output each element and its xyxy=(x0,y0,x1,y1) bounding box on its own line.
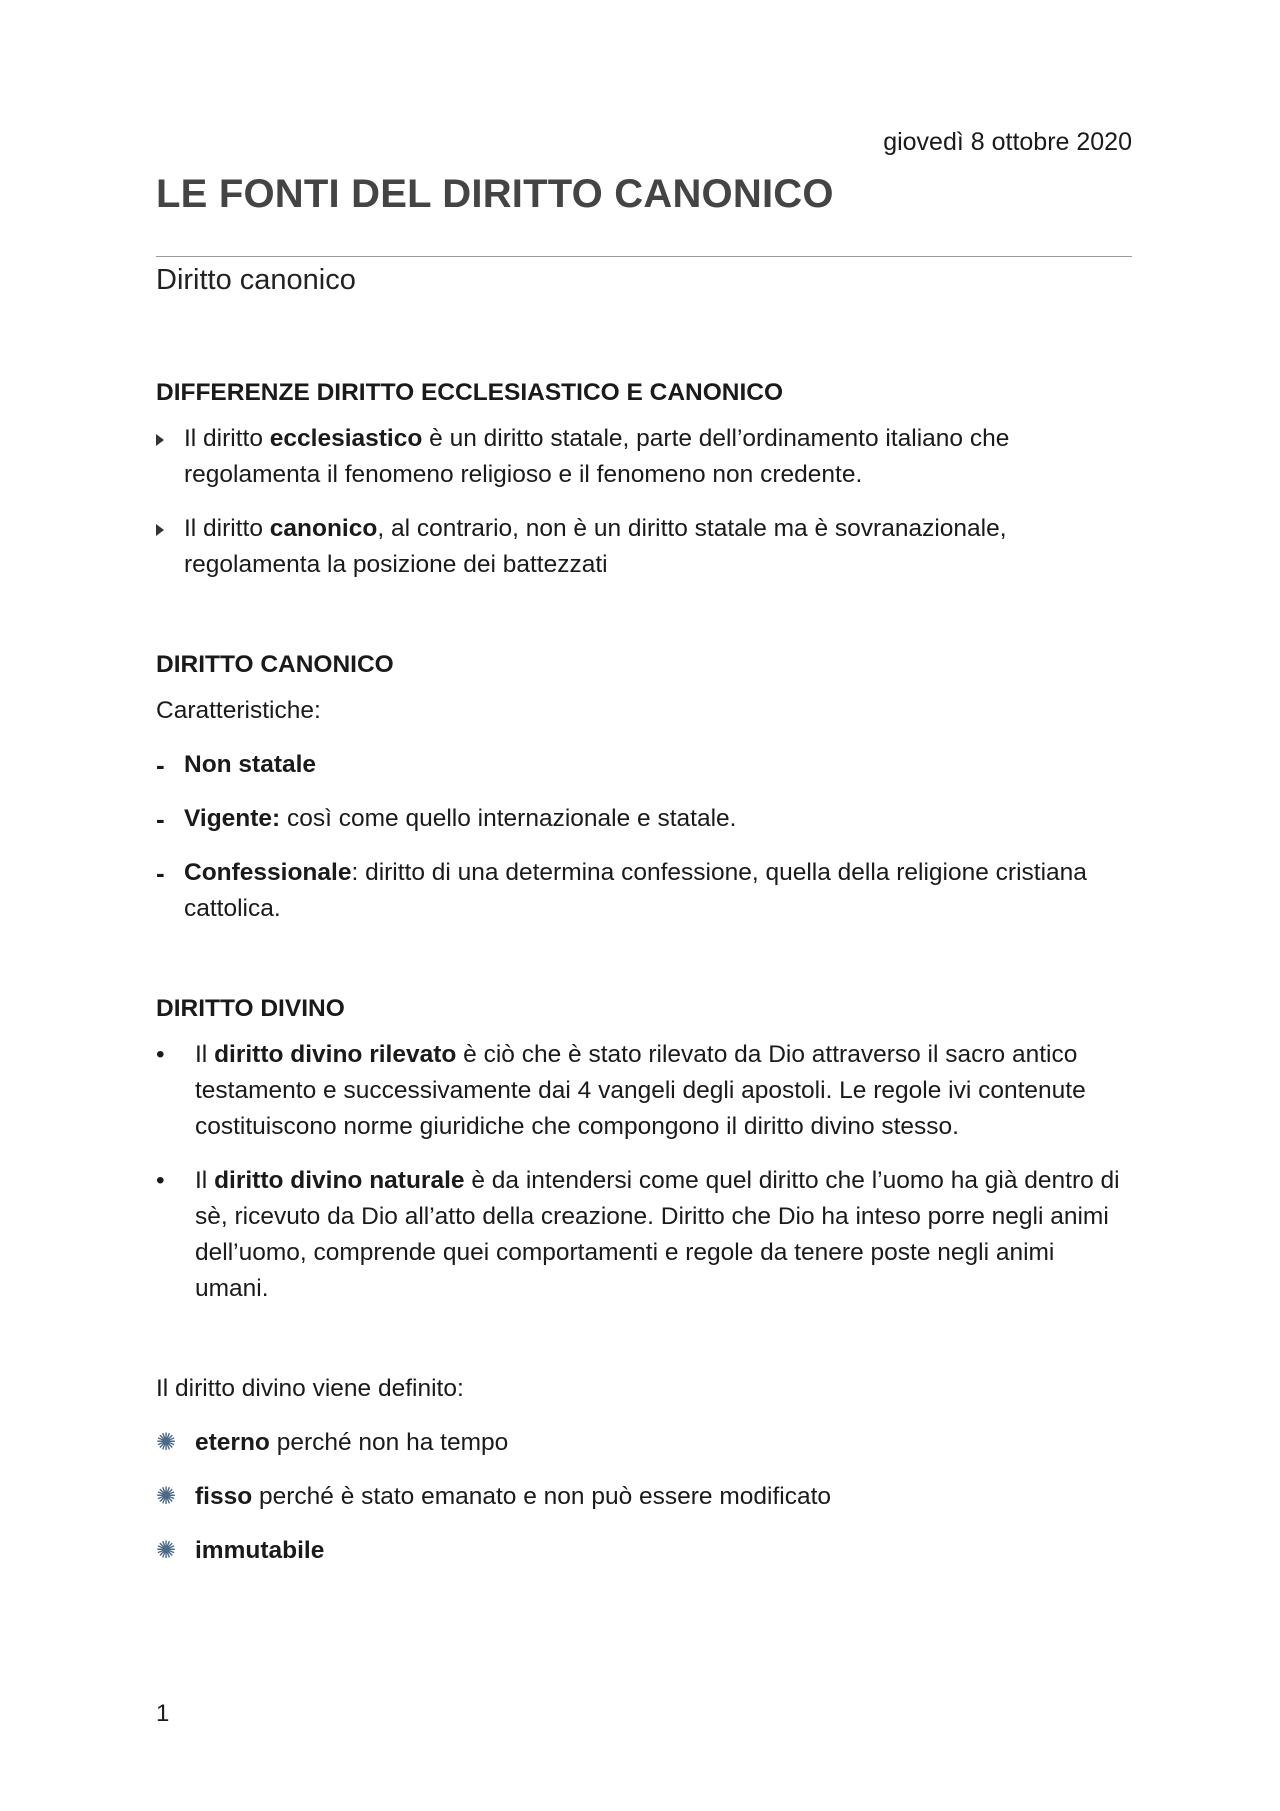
list-item xyxy=(156,1533,1132,1569)
triangle-right-icon xyxy=(156,421,180,457)
section-differenze xyxy=(156,375,1132,583)
list-item xyxy=(156,801,1132,837)
asterisk-star-icon: ✺ xyxy=(156,1483,177,1510)
list-item xyxy=(156,1163,1132,1307)
dash-icon: - xyxy=(156,804,165,834)
dot-icon: • xyxy=(156,1167,165,1194)
list-item xyxy=(156,855,1132,927)
item-text-bold: Non statale xyxy=(184,751,317,778)
page-subtitle: Diritto canonico xyxy=(156,264,356,296)
item-text-before: Il diritto xyxy=(184,515,270,542)
item-text-bold: diritto divino naturale xyxy=(214,1167,465,1194)
asterisk-star-icon: ✺ xyxy=(156,1429,177,1456)
item-text-bold: immutabile xyxy=(195,1537,325,1564)
dash-icon: - xyxy=(156,858,165,888)
page-title: LE FONTI DEL DIRITTO CANONICO xyxy=(156,172,834,216)
item-text-bold: Confessionale xyxy=(184,859,352,886)
list-item xyxy=(156,421,1132,493)
definition-intro: Il diritto divino viene definito: xyxy=(156,1375,464,1402)
page-number: 1 xyxy=(156,1700,170,1727)
list-item xyxy=(156,1479,1132,1515)
item-text-bold: eterno xyxy=(195,1429,270,1456)
item-text-bold: canonico xyxy=(269,515,378,542)
item-text-after: perché è stato emanato e non può essere modificato xyxy=(252,1483,832,1510)
section-heading: DIRITTO CANONICO xyxy=(156,651,394,678)
item-text-bold: ecclesiastico xyxy=(269,425,423,452)
item-text-after: è ciò che è stato rilevato da Dio attraverso il sacro antico testamento e successivamente dai 4 vangeli degli apostoli. Le regole ivi contenute costituiscono norme giuridiche che compongono il diritto divino stesso. xyxy=(195,1041,1086,1140)
item-text-after: così come quello internazionale e statale. xyxy=(280,805,737,832)
section-diritto-divino xyxy=(156,991,1132,1569)
list-item xyxy=(156,1425,1132,1461)
item-text-after: è un diritto statale, parte dell’ordinamento italiano che regolamenta il fenomeno religioso e il fenomeno non credente. xyxy=(184,425,1010,488)
dash-icon: - xyxy=(156,750,165,780)
dot-icon: • xyxy=(156,1041,165,1068)
item-text-before: Il diritto xyxy=(184,425,270,452)
characteristics-intro: Caratteristiche: xyxy=(156,697,321,724)
document-date: giovedì 8 ottobre 2020 xyxy=(883,128,1132,156)
item-text-before: Il xyxy=(195,1167,215,1194)
title-divider xyxy=(156,256,1132,257)
item-text-after: : diritto di una determina confessione, quella della religione cristiana cattolica. xyxy=(184,859,1087,922)
item-text-bold: diritto divino rilevato xyxy=(214,1041,457,1068)
list-item xyxy=(156,747,1132,783)
triangle-right-icon xyxy=(156,511,180,547)
item-text-bold: Vigente: xyxy=(184,805,281,832)
item-text-before: Il xyxy=(195,1041,215,1068)
document-content xyxy=(156,375,1132,1569)
item-text-bold: fisso xyxy=(195,1483,253,1510)
item-text-after: perché non ha tempo xyxy=(269,1429,509,1456)
list-item xyxy=(156,511,1132,583)
item-text-after: è da intendersi come quel diritto che l’uomo ha già dentro di sè, ricevuto da Dio all’atto della creazione. Diritto che Dio ha inteso porre negli animi dell’uomo, comprende quei comportamenti e regole da tenere poste negli animi umani. xyxy=(195,1167,1120,1302)
section-heading: DIFFERENZE DIRITTO ECCLESIASTICO E CANONICO xyxy=(156,379,784,406)
item-text-after: , al contrario, non è un diritto statale ma è sovranazionale, regolamenta la posizione dei battezzati xyxy=(184,515,1007,578)
section-diritto-canonico xyxy=(156,647,1132,927)
list-item xyxy=(156,1037,1132,1145)
section-heading: DIRITTO DIVINO xyxy=(156,995,345,1022)
asterisk-star-icon: ✺ xyxy=(156,1537,177,1564)
